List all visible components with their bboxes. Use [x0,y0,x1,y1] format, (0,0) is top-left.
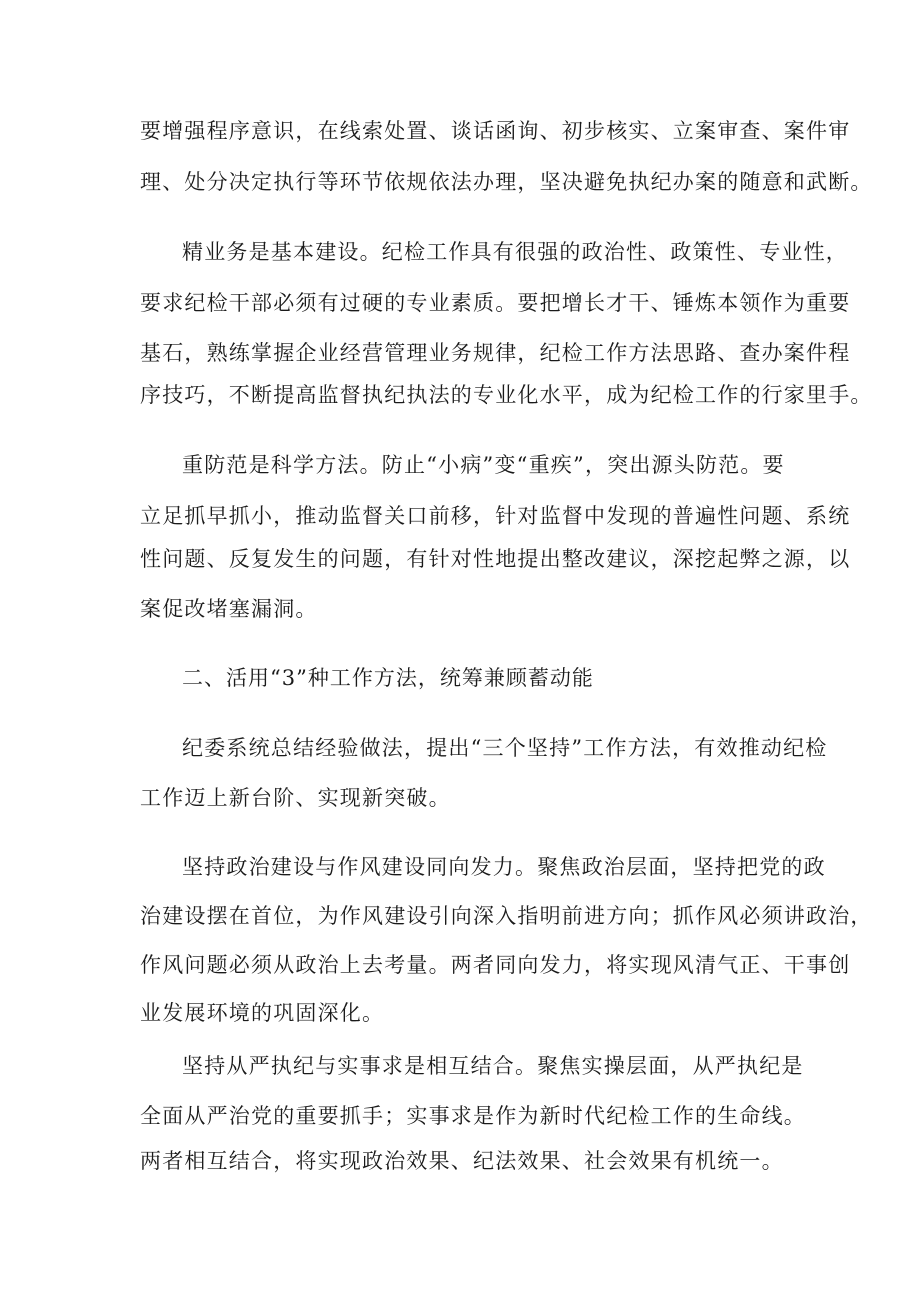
text-line: 立足抓早抓小，推动监督关口前移，针对监督中发现的普遍性问题、系统 [140,504,851,528]
text-line: 全面从严治党的重要抓手；实事求是作为新时代纪检工作的生命线。 [140,1104,806,1128]
text-line: 基石，熟练掌握企业经营管理业务规律，纪检工作方法思路、查办案件程 [140,341,851,365]
section-heading: 二、活用“3”种工作方法，统筹兼顾蓄动能 [182,666,594,690]
text-line: 性问题、反复发生的问题，有针对性地提出整改建议，深挖起弊之源，以 [140,547,851,571]
paragraph-lead-line: 重防范是科学方法。防止“小病”变“重疾”，突出源头防范。要 [182,453,785,477]
text-line: 序技巧，不断提高监督执纪执法的专业化水平，成为纪检工作的行家里手。 [140,383,873,407]
text-line: 工作迈上新台阶、实现新突破。 [140,786,451,810]
text-line: 两者相互结合，将实现政治效果、纪法效果、社会效果有机统一。 [140,1149,784,1173]
paragraph-lead-line: 精业务是基本建设。纪检工作具有很强的政治性、政策性、专业性， [182,240,848,264]
text-line: 案促改堵塞漏洞。 [140,597,318,621]
paragraph-lead-line: 坚持从严执纪与实事求是相互结合。聚焦实操层面，从严执纪是 [182,1054,804,1078]
paragraph-lead-line: 坚持政治建设与作风建设同向发力。聚焦政治层面，坚持把党的政 [182,855,826,879]
text-line: 理、处分决定执行等环节依规依法办理，坚决避免执纪办案的随意和武断。 [140,170,873,194]
text-line: 要增强程序意识，在线索处置、谈话函询、初步核实、立案审查、案件审 [140,119,851,143]
text-line: 业发展环境的巩固深化。 [140,1001,385,1025]
text-line: 要求纪检干部必须有过硬的专业素质。要把增长才干、锤炼本领作为重要 [140,291,851,315]
text-line: 作风问题必须从政治上去考量。两者同向发力，将实现风清气正、干事创 [140,953,851,977]
paragraph-lead-line: 纪委系统总结经验做法，提出“三个坚持”工作方法，有效推动纪检 [182,736,828,760]
text-line: 治建设摆在首位，为作风建设引向深入指明前进方向；抓作风必须讲政治， [140,904,873,928]
